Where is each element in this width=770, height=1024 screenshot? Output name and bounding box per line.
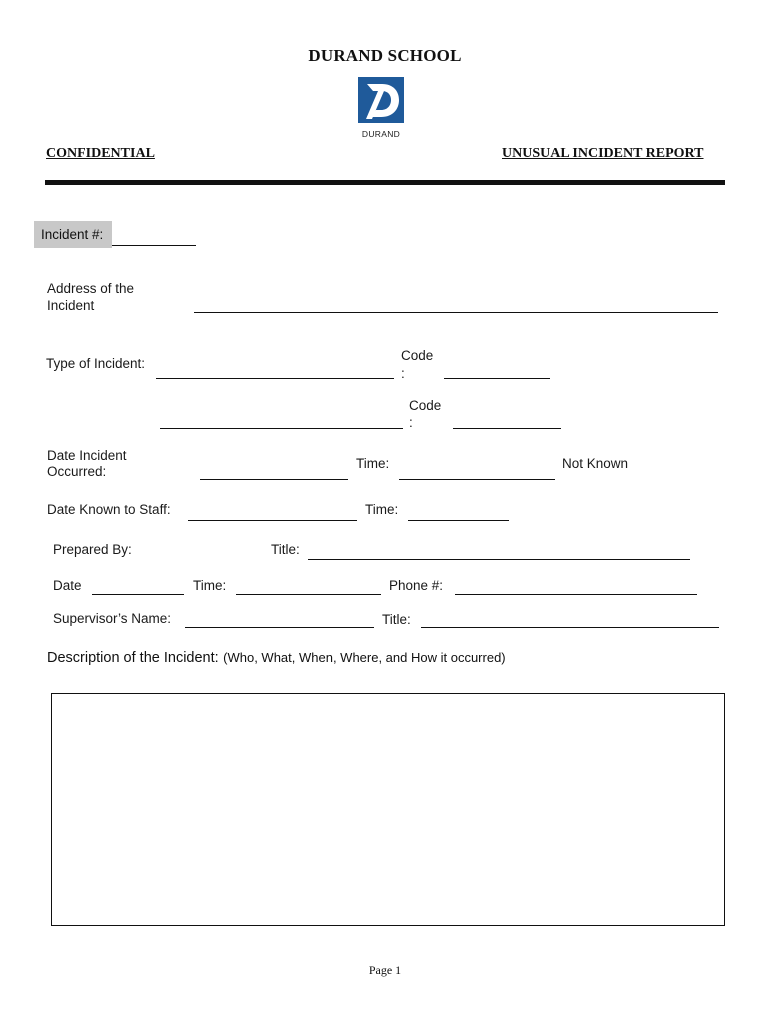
prepared-by-label: Prepared By: xyxy=(53,542,132,557)
code-colon-2: : xyxy=(409,415,413,430)
date-occurred-label-line2: Occurred: xyxy=(47,464,107,479)
description-heading xyxy=(47,649,506,667)
incident-number-field[interactable] xyxy=(112,245,196,246)
type-of-incident-label: Type of Incident: xyxy=(46,356,146,371)
header-divider xyxy=(45,180,725,185)
supervisor-title-field[interactable] xyxy=(421,627,719,628)
preparer-title-label: Title: xyxy=(271,542,300,557)
phone-field[interactable] xyxy=(455,594,697,595)
not-known-label: Not Known xyxy=(562,456,629,471)
description-hint: (Who, What, When, Where, and How it occurred) xyxy=(223,650,506,665)
durand-logo-icon xyxy=(358,77,404,123)
address-label-line1: Address of the xyxy=(47,281,135,296)
type-of-incident-field-1[interactable] xyxy=(156,378,394,379)
date-field[interactable] xyxy=(92,594,184,595)
phone-label: Phone #: xyxy=(389,578,444,593)
incident-number-label: Incident #: xyxy=(34,221,112,248)
description-label: Description of the Incident: xyxy=(47,650,219,666)
date-occurred-field[interactable] xyxy=(200,479,348,480)
code-field-1[interactable] xyxy=(444,378,550,379)
supervisor-name-field[interactable] xyxy=(185,627,374,628)
date-known-label: Date Known to Staff: xyxy=(47,502,171,517)
confidential-label: CONFIDENTIAL xyxy=(46,146,155,161)
time-known-label: Time: xyxy=(365,502,399,517)
prepared-time-field[interactable] xyxy=(236,594,381,595)
type-of-incident-field-2[interactable] xyxy=(160,428,403,429)
date-label: Date xyxy=(53,578,82,593)
date-occurred-label-line1: Date Incident xyxy=(47,448,127,463)
prepared-time-label: Time: xyxy=(193,578,227,593)
code-label-2: Code xyxy=(409,398,442,413)
page-number: Page 1 xyxy=(368,963,402,977)
logo-text: DURAND xyxy=(361,129,401,139)
time-occurred-field[interactable] xyxy=(399,479,555,480)
code-label-1: Code xyxy=(401,348,434,363)
school-logo xyxy=(358,77,404,139)
supervisor-name-label: Supervisor’s Name: xyxy=(53,611,172,626)
address-label-line2: Incident xyxy=(47,298,95,313)
code-colon-1: : xyxy=(401,366,405,381)
time-known-field[interactable] xyxy=(408,520,509,521)
address-field[interactable] xyxy=(194,312,718,313)
date-known-field[interactable] xyxy=(188,520,357,521)
preparer-title-field[interactable] xyxy=(308,559,690,560)
report-title: UNUSUAL INCIDENT REPORT xyxy=(502,146,704,161)
time-occurred-label: Time: xyxy=(356,456,390,471)
supervisor-title-label: Title: xyxy=(382,612,411,627)
school-name: DURAND SCHOOL xyxy=(308,46,462,65)
code-field-2[interactable] xyxy=(453,428,561,429)
description-textarea[interactable] xyxy=(51,693,725,926)
